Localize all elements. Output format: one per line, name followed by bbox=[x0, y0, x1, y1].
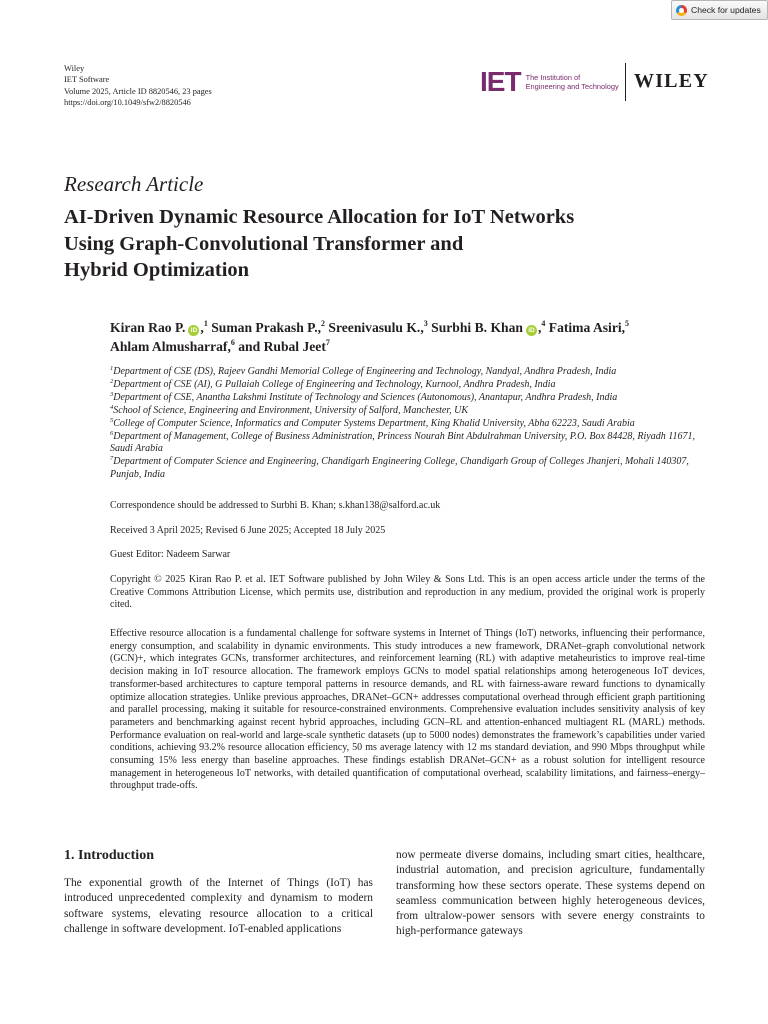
article-title bbox=[64, 204, 704, 284]
author[interactable] bbox=[549, 320, 629, 335]
affiliation bbox=[110, 379, 720, 392]
check-for-updates-button[interactable] bbox=[671, 0, 768, 20]
orcid-icon[interactable]: iD bbox=[188, 325, 199, 336]
intro-right-column: now permeate diverse domains, including smart cities, healthcare, industrial automation, and precision agriculture, fundamentally transforming how these sectors operate. These systems depend on seamless communication between highly heterogeneous devices, from ultralow-power sensors with severe energy constraints to high-performance gateways bbox=[396, 849, 705, 938]
author-name: Kiran Rao P. bbox=[110, 320, 186, 335]
affiliation-text: Department of CSE (DS), Rajeev Gandhi Memorial College of Engineering and Technology, Nandyal, Andhra Pradesh, India bbox=[113, 366, 617, 377]
publisher-name: Wiley bbox=[64, 64, 85, 73]
abstract: Effective resource allocation is a fundamental challenge for software systems in Internet of Things (IoT) networks, influencing their performance, energy consumption, and scalability in dynamic environments. This study introduces a new framework, DRANet–graph convolutional network (GCN)+, which integrates GCNs, transformer architectures, and reinforcement learning (RL) with adaptive metaheuristics to improve real-time decision making in IoT resource allocation. The framework employs GCNs to model spatial relationships among heterogeneous IoT devices, transformer-based architectures to capture temporal patterns in resource demands, and RL with fairness-aware reward functions to dynamically optimize allocation strategies. Unlike previous approaches, DRANet–GCN+ addresses computational overhead through efficient graph partitioning and parallel processing, making it suitable for resource-constrained environments. Comprehensive evaluation includes sensitivity analysis of key parameters and benchmarking against recent hybrid approaches, including GCN–RL and attention-enhanced multiagent RL (MARL) methods. Performance evaluation on real-world and large-scale synthetic datasets (up to 5000 nodes) demonstrates the framework’s capabilities under varied conditions, achieving 93.2% resource allocation efficiency, 50 ms average latency with 12 ms standard deviation, and 990 Mbps throughput while consuming 15% less energy than baseline approaches. These findings establish DRANet–GCN+ as a robust solution for intelligent resource management in heterogeneous IoT networks, with detailed quantification of computational overhead, scalability limitations, and fairness–energy–throughput trade-offs. bbox=[110, 628, 705, 792]
logo-divider bbox=[625, 63, 626, 101]
title-line: AI-Driven Dynamic Resource Allocation for IoT Networks bbox=[64, 206, 575, 228]
author-name: Suman Prakash P., bbox=[211, 320, 322, 335]
author-affiliation-marker: 3 bbox=[423, 319, 428, 328]
title-line: Hybrid Optimization bbox=[64, 259, 250, 281]
author-affiliation-marker: 4 bbox=[541, 319, 546, 328]
author[interactable] bbox=[211, 320, 325, 335]
affiliation-number: 6 bbox=[110, 429, 114, 437]
iet-line-1: The Institution of bbox=[525, 73, 581, 82]
volume-line: Volume 2025, Article ID 8820546, 23 pages bbox=[64, 86, 212, 96]
title-line: Using Graph-Convolutional Transformer and bbox=[64, 232, 464, 255]
author-name: Ahlam Almusharraf, bbox=[110, 339, 231, 354]
affiliation-number: 7 bbox=[110, 455, 114, 463]
author-name: Fatima Asiri, bbox=[548, 320, 626, 335]
section-heading: 1. Introduction bbox=[64, 848, 154, 863]
author[interactable] bbox=[238, 339, 330, 354]
iet-mark: IET bbox=[480, 66, 521, 97]
affiliation bbox=[110, 418, 720, 431]
author-list bbox=[110, 318, 720, 356]
crossmark-icon bbox=[676, 5, 687, 16]
wiley-logo: WILEY bbox=[634, 70, 709, 92]
affiliation-text: School of Science, Engineering and Environment, University of Salford, Manchester, UK bbox=[113, 404, 468, 416]
affiliation-number: 1 bbox=[110, 365, 114, 372]
iet-wordmark bbox=[526, 73, 619, 91]
intro-left-column: The exponential growth of the Internet of Things (IoT) has introduced unprecedented complexity and dynamism to modern software systems, elevating resource allocation to a critical challenge in software development. IoT-enabled applications bbox=[64, 877, 373, 935]
affiliation bbox=[110, 366, 720, 379]
received-dates: Received 3 April 2025; Revised 6 June 2025; Accepted 18 July 2025 bbox=[110, 525, 386, 536]
author-name: Surbhi B. Khan bbox=[431, 320, 523, 335]
author[interactable] bbox=[328, 320, 427, 335]
correspondence-note: Correspondence should be addressed to Surbhi B. Khan; s.khan138@salford.ac.uk bbox=[110, 500, 441, 511]
iet-line-2: Engineering and Technology bbox=[525, 82, 619, 91]
author-name: Sreenivasulu K., bbox=[328, 320, 424, 335]
author[interactable]: Surbhi B. Khan iD ,$^4$ bbox=[431, 319, 546, 335]
author-affiliation-marker: 2 bbox=[321, 319, 326, 328]
author-affiliation-marker: 1 bbox=[203, 319, 208, 328]
affiliation-text: College of Computer Science, Informatics and Computer Systems Department, King Khalid University, Abha 62223, Saudi Arabia bbox=[113, 417, 635, 429]
affiliation-text: Department of Management, College of Business Administration, Princess Nourah Bint Abdulrahman University, P.O. Box 84428, Riyadh 11671, Saudi Arabia bbox=[110, 430, 695, 455]
author-affiliation-marker: 5 bbox=[625, 319, 630, 328]
author-affiliation-marker: 7 bbox=[325, 338, 330, 347]
affiliation-number: 3 bbox=[110, 390, 114, 398]
check-for-updates-label: Check for updates bbox=[691, 5, 761, 15]
iet-logo bbox=[480, 66, 619, 98]
affiliation bbox=[110, 431, 720, 457]
article-type: Research Article bbox=[64, 172, 204, 196]
affiliation-text: Department of CSE (AI), G Pullaiah College of Engineering and Technology, Kurnool, Andhra Pradesh, India bbox=[113, 378, 556, 390]
affiliation bbox=[110, 405, 720, 418]
author[interactable]: Kiran Rao P. iD ,$^1$ bbox=[110, 319, 208, 335]
journal-name: IET Software bbox=[64, 75, 110, 85]
orcid-icon[interactable]: iD bbox=[526, 325, 537, 336]
affiliation-text: Department of CSE, Anantha Lakshmi Institute of Technology and Sciences (Autonomous), Anantapur, Andhra Pradesh, India bbox=[113, 391, 618, 403]
affiliation-number: 5 bbox=[110, 416, 114, 424]
affiliation bbox=[110, 456, 720, 482]
copyright-notice: Copyright © 2025 Kiran Rao P. et al. IET Software published by John Wiley & Sons Ltd. This is an open access article under the terms of the Creative Commons Attribution License, which permits use, distribution and reproduction in any medium, provided the original work is properly cited. bbox=[110, 574, 705, 611]
author-affiliation-marker: 6 bbox=[230, 338, 235, 347]
doi-link[interactable]: https://doi.org/10.1049/sfw2/8820546 bbox=[64, 98, 191, 108]
affiliation bbox=[110, 392, 720, 405]
guest-editor: Guest Editor: Nadeem Sarwar bbox=[110, 549, 231, 560]
journal-info bbox=[64, 63, 212, 109]
affiliation-text: Department of Computer Science and Engineering, Chandigarh Engineering College, Chandigarh Group of Colleges Jhanjeri, Mohali 140307, Punjab, India bbox=[110, 456, 689, 481]
author-name: and Rubal Jeet bbox=[238, 339, 326, 354]
affiliation-number: 4 bbox=[110, 403, 114, 411]
author[interactable] bbox=[110, 339, 235, 354]
affiliation-list bbox=[110, 366, 720, 482]
affiliation-number: 2 bbox=[110, 377, 114, 385]
